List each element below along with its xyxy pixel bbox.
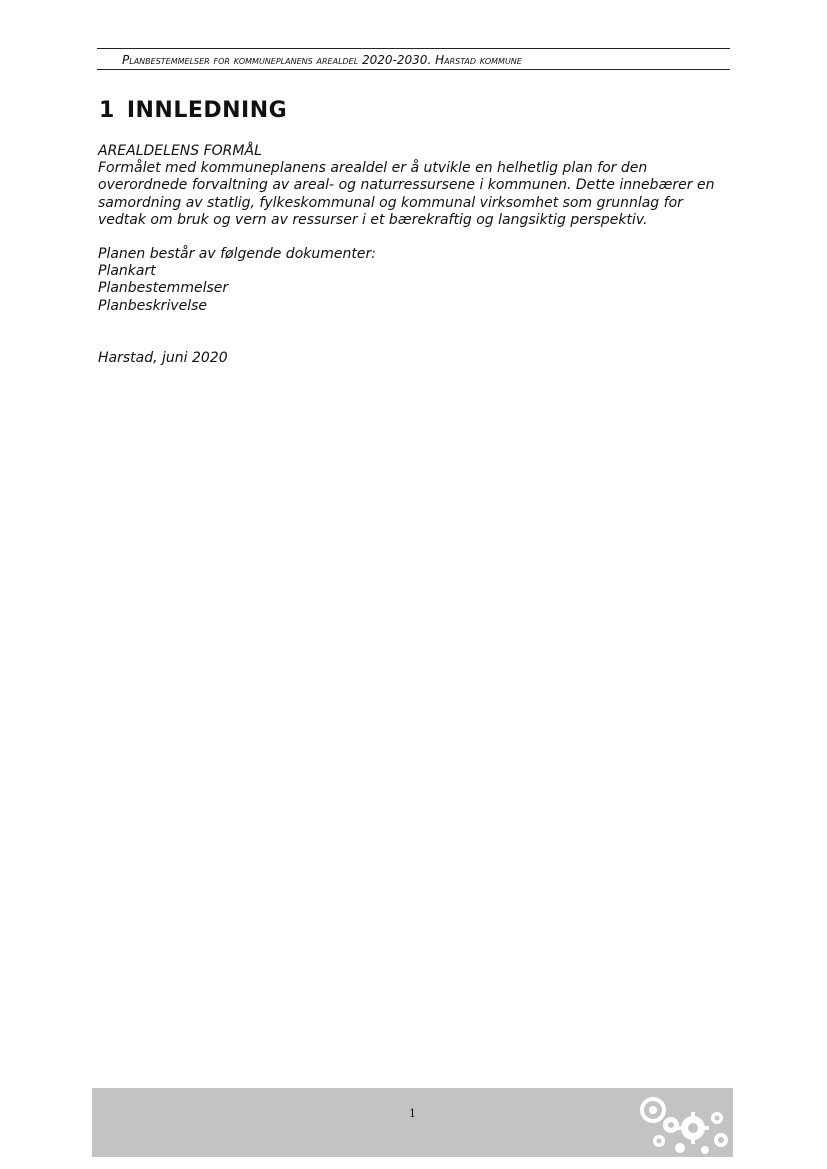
footer-band <box>92 1088 733 1157</box>
section-heading: AREALDELENS FORMÅL <box>98 143 262 159</box>
page-number: 1 <box>409 1107 416 1120</box>
document-item: Plankart <box>98 263 156 280</box>
paragraph-gap <box>98 229 738 246</box>
purpose-line: Formålet med kommuneplanens arealdel er å utvikle en helhetlig plan for den <box>98 160 648 177</box>
running-header-org: Harstad kommune <box>435 53 522 67</box>
running-header-title: Planbestemmelser for kommuneplanens arealdel <box>122 53 363 67</box>
running-header-years: 2020-2030 <box>362 53 428 67</box>
chapter-title-text: INNLEDNING <box>126 98 288 123</box>
place-date: Harstad, juni 2020 <box>98 349 228 366</box>
chapter-number: 1 <box>99 98 115 123</box>
chapter-title <box>99 98 287 123</box>
running-header <box>122 53 522 67</box>
paragraph-gap <box>98 315 738 350</box>
documents-intro: Planen består av følgende dokumenter: <box>98 246 376 263</box>
purpose-line: overordnede forvaltning av areal- og naturressursene i kommunen. Dette innebærer en <box>98 177 715 194</box>
body-text <box>98 143 738 367</box>
header-rule-bottom <box>97 69 730 70</box>
header-rule-top <box>97 48 730 49</box>
purpose-line: samordning av statlig, fylkeskommunal og kommunal virksomhet som grunnlag for <box>98 194 683 211</box>
purpose-line: vedtak om bruk og vern av ressurser i et bærekraftig og langsiktig perspektiv. <box>98 211 648 228</box>
gears-logo-icon <box>633 1088 733 1157</box>
document-item: Planbeskrivelse <box>98 297 208 314</box>
document-item: Planbestemmelser <box>98 280 229 297</box>
running-header-separator: . <box>427 53 436 67</box>
